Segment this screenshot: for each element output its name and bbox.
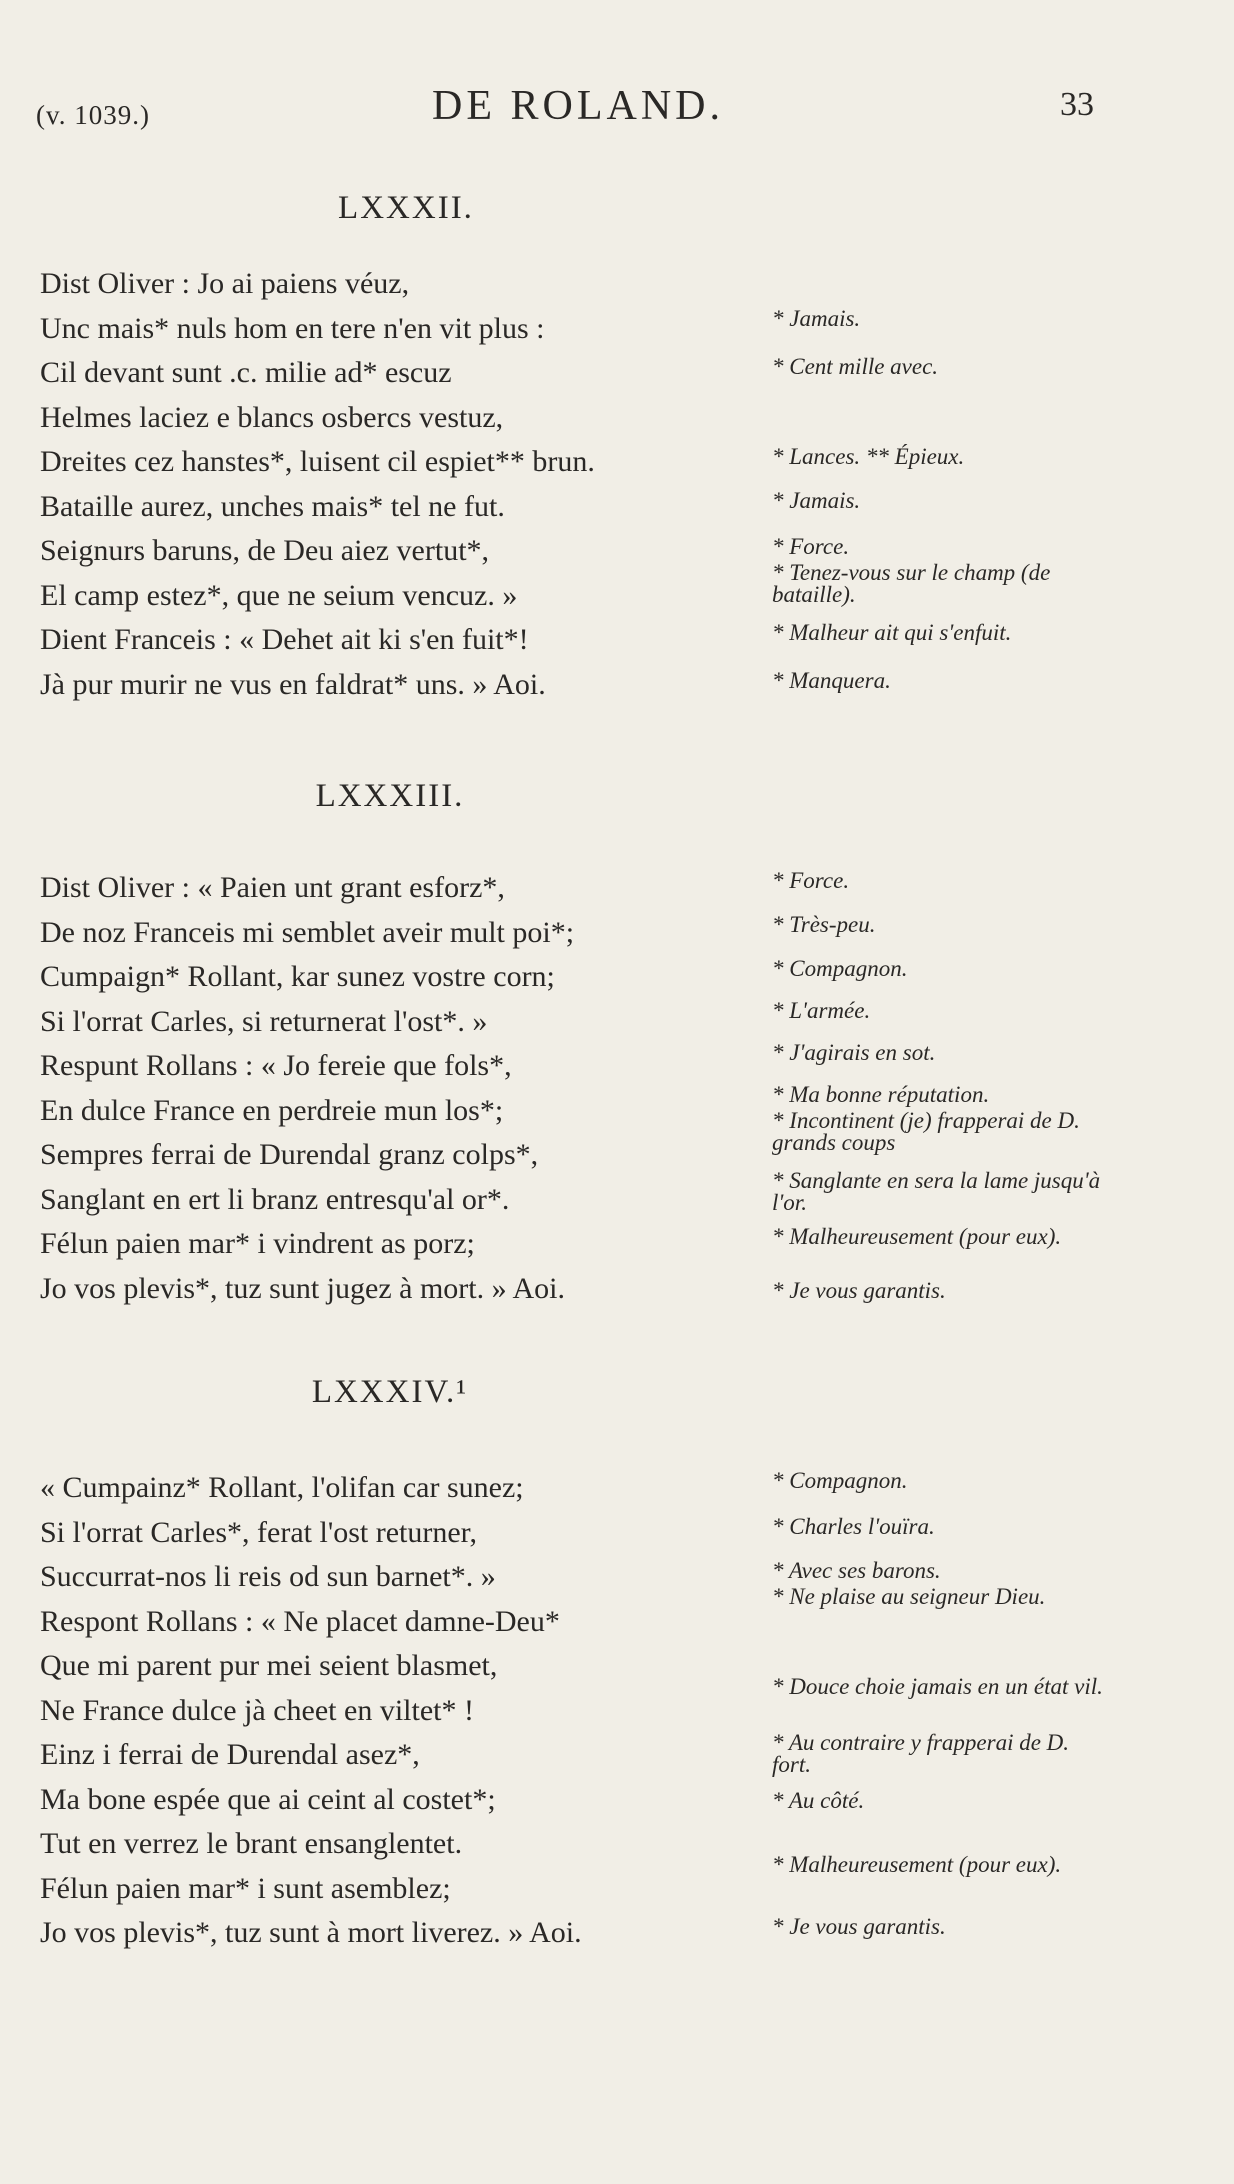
- verse-line: Sanglant en ert li branz entresqu'al or*.: [40, 1182, 510, 1216]
- verse-line: Félun paien mar* i sunt asemblez;: [40, 1871, 451, 1905]
- gloss: * Ne plaise au seigneur Dieu.: [772, 1584, 1046, 1609]
- running-header: [0, 82, 1234, 132]
- verse-line: Succurrat-nos li reis od sun barnet*. »: [40, 1560, 496, 1593]
- gloss: * Au contraire y frapperai de D. fort.: [772, 1730, 1070, 1777]
- page-number: 33: [1060, 86, 1094, 123]
- verse-line: Respunt Rollans : « Jo fereie que fols*,: [40, 1049, 512, 1082]
- verse-line: Tut en verrez le brant ensanglentet.: [40, 1827, 463, 1860]
- gloss: * Malheureusement (pour eux).: [772, 1852, 1062, 1877]
- gloss: * Douce choie jamais en un état vil.: [772, 1674, 1103, 1699]
- gloss: * Malheureusement (pour eux).: [772, 1224, 1062, 1249]
- verse-line: Dient Franceis : « Dehet ait ki s'en fuit*!: [40, 623, 529, 656]
- verse-line: De noz Franceis mi semblet aveir mult poi*;: [40, 915, 575, 949]
- verse-line: Seignurs baruns, de Deu aiez vertut*,: [40, 534, 490, 567]
- running-title: DE ROLAND.: [432, 83, 724, 129]
- verse-line: Que mi parent pur mei seient blasmet,: [40, 1649, 498, 1682]
- verse-line: Dist Oliver : « Paien unt grant esforz*,: [40, 871, 505, 904]
- gloss: * Manquera.: [772, 668, 891, 693]
- laisse-title: LXXXIV.¹: [311, 1374, 469, 1410]
- verse-line: Cumpaign* Rollant, kar sunez vostre corn;: [40, 960, 555, 993]
- gloss: * L'armée.: [772, 998, 871, 1023]
- verse-line: Félun paien mar* i vindrent as porz;: [40, 1227, 475, 1260]
- verse-line: Ma bone espée que ai ceint al costet*;: [40, 1782, 496, 1816]
- verse-line: Einz i ferrai de Durendal asez*,: [40, 1738, 420, 1771]
- verse-line: El camp estez*, que ne seium vencuz. »: [40, 578, 518, 612]
- verse-line: Jo vos plevis*, tuz sunt à mort liverez. » Aoi.: [40, 1916, 582, 1949]
- verse-line: Jo vos plevis*, tuz sunt jugez à mort. » Aoi.: [40, 1271, 565, 1305]
- gloss: * Je vous garantis.: [772, 1278, 946, 1303]
- verse-line: Jà pur murir ne vus en faldrat* uns. » Aoi.: [40, 667, 546, 701]
- verse-line: Sempres ferrai de Durendal granz colps*,: [40, 1138, 539, 1171]
- laisse-verses: [40, 262, 595, 707]
- gloss: * Force.: [772, 534, 850, 559]
- gloss: * Au côté.: [772, 1788, 865, 1813]
- gloss: * Charles l'ouïra.: [772, 1514, 935, 1539]
- gloss: * Avec ses barons.: [772, 1558, 941, 1583]
- gloss: * Compagnon.: [772, 1468, 908, 1493]
- gloss: * Jamais.: [772, 488, 861, 513]
- laisse-title: LXXXIII.: [315, 778, 465, 814]
- laisse-verses: [40, 1466, 582, 1956]
- gloss: * Jamais.: [772, 306, 861, 331]
- gloss: * Malheur ait qui s'enfuit.: [772, 620, 1012, 645]
- gloss: * Force.: [772, 868, 850, 893]
- verse-line: Si l'orrat Carles, si returnerat l'ost*. »: [40, 1004, 488, 1038]
- laisse-verses: [40, 866, 574, 1311]
- verse-line: Unc mais* nuls hom en tere n'en vit plus :: [40, 311, 545, 345]
- gloss: * Je vous garantis.: [772, 1914, 946, 1939]
- gloss: * Ma bonne réputation.: [772, 1082, 990, 1107]
- verse-reference: (v. 1039.): [36, 100, 150, 130]
- verse-line: Dreites cez hanstes*, luisent cil espiet** brun.: [40, 445, 595, 478]
- verse-line: Bataille aurez, unches mais* tel ne fut.: [40, 489, 505, 523]
- gloss: * Très-peu.: [772, 912, 876, 937]
- verse-line: Dist Oliver : Jo ai paiens véuz,: [40, 267, 410, 300]
- verse-line: En dulce France en perdreie mun los*;: [40, 1093, 504, 1127]
- verse-line: Si l'orrat Carles*, ferat l'ost returner,: [40, 1515, 477, 1549]
- gloss: * J'agirais en sot.: [772, 1040, 936, 1065]
- gloss: * Cent mille avec.: [772, 354, 939, 379]
- gloss: * Sanglante en sera la lame jusqu'à l'or.: [772, 1168, 1101, 1215]
- laisse-title: LXXXII.: [338, 190, 474, 226]
- gloss: * Tenez-vous sur le champ (de bataille).: [772, 560, 1051, 607]
- gloss: * Lances. ** Épieux.: [772, 444, 965, 469]
- verse-line: Respont Rollans : « Ne placet damne-Deu*: [40, 1604, 560, 1638]
- verse-line: Cil devant sunt .c. milie ad* escuz: [40, 356, 452, 389]
- verse-line: Ne France dulce jà cheet en viltet* !: [40, 1693, 474, 1727]
- gloss: * Incontinent (je) frapperai de D. grands coups: [772, 1108, 1080, 1155]
- gloss: * Compagnon.: [772, 956, 908, 981]
- verse-line: « Cumpainz* Rollant, l'olifan car sunez;: [40, 1471, 524, 1504]
- verse-line: Helmes laciez e blancs osbercs vestuz,: [40, 400, 504, 434]
